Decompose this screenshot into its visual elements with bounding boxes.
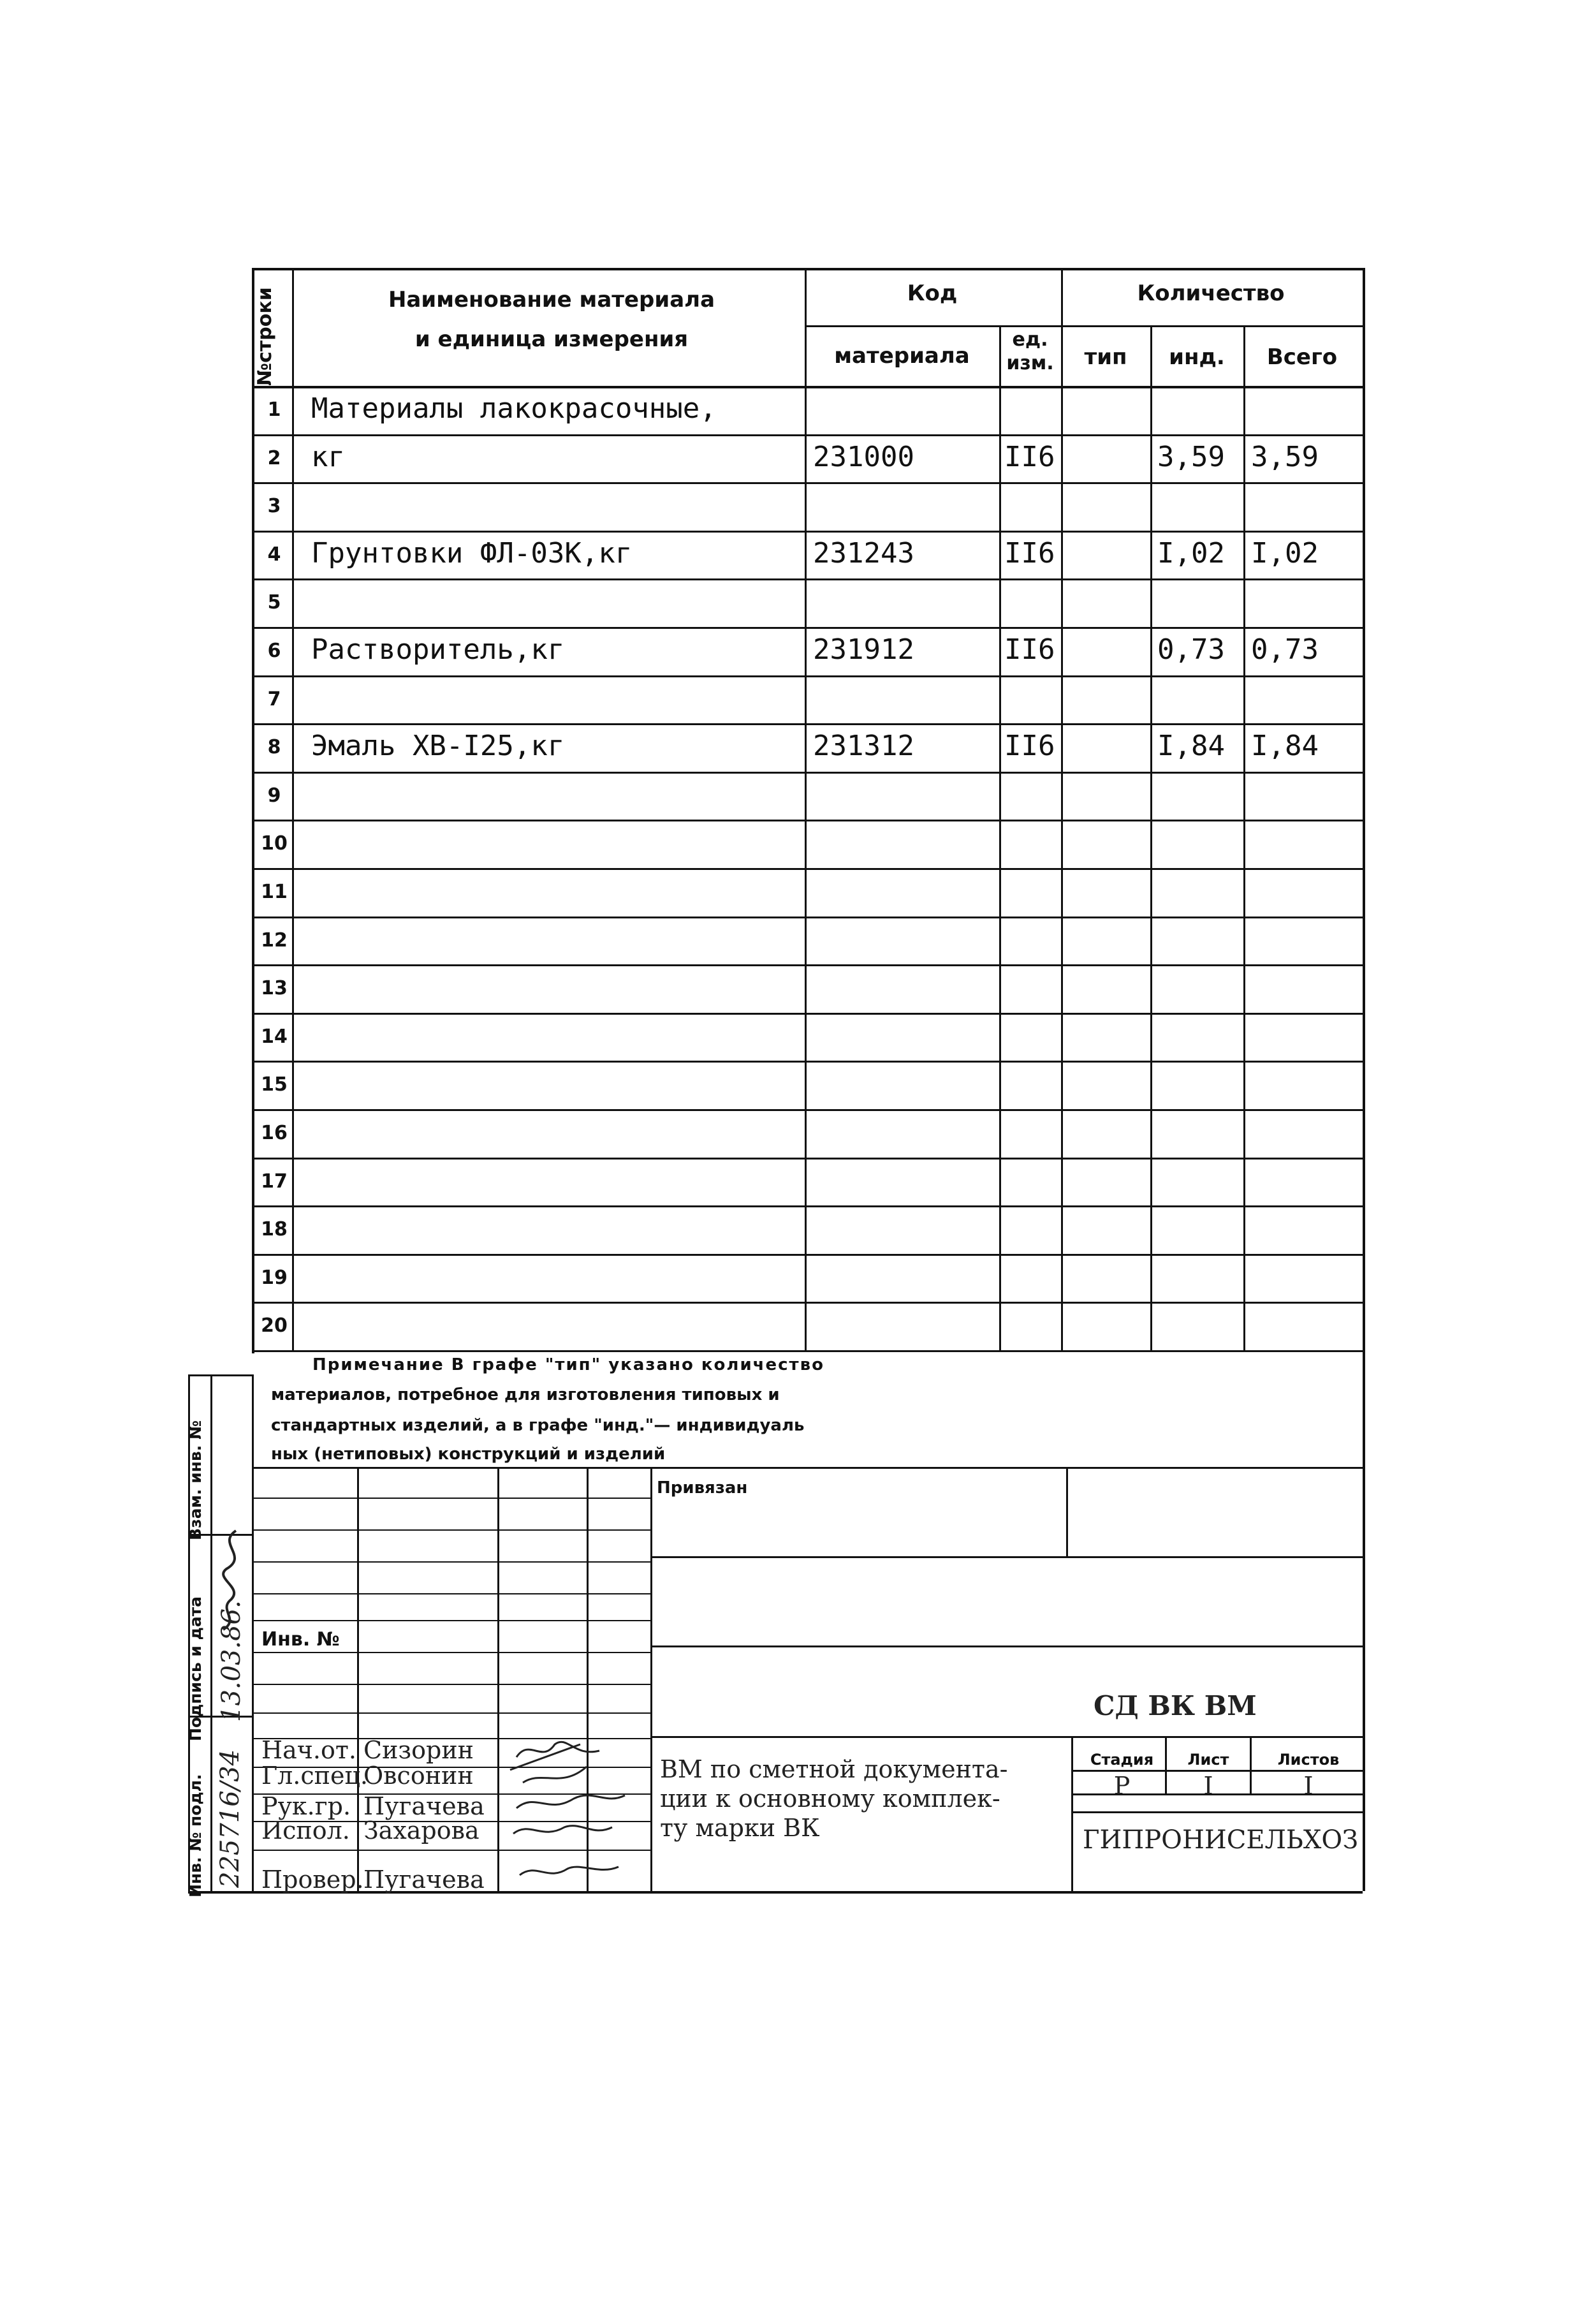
grid-line (1150, 325, 1152, 1350)
sheet-label: Лист (1187, 1751, 1229, 1769)
grid-line (252, 1593, 650, 1594)
grid-line (805, 325, 1363, 327)
unit-code: II6 (1004, 730, 1055, 762)
qty-type-header: тип (1084, 344, 1127, 370)
signer-role-4: Испол. (261, 1816, 350, 1844)
material-code: 231243 (813, 537, 914, 570)
unit-code: II6 (1004, 537, 1055, 570)
grid-line (252, 627, 1363, 629)
side-signature-icon (210, 1524, 255, 1633)
qty-ind-header: инд. (1169, 344, 1225, 370)
stage-label: Стадия (1090, 1751, 1154, 1769)
side-handwritten-date: 13.03.86. (217, 1600, 246, 1722)
qty-ind: 0,73 (1157, 633, 1225, 666)
grid-line (292, 268, 294, 1350)
grid-line (252, 434, 1363, 436)
signer-name-3: Пугачева (363, 1792, 485, 1820)
grid-line (252, 964, 1363, 966)
grid-line (252, 675, 1363, 677)
side-handwritten-number: 225716/34 (216, 1749, 245, 1888)
grid-line (650, 1467, 652, 1891)
grid-line (252, 268, 1363, 270)
qty-ind: 3,59 (1157, 441, 1225, 473)
stage-value: Р (1113, 1772, 1131, 1800)
row-number: 15 (261, 1073, 288, 1096)
side-sign-date: Подпись и дата (186, 1596, 205, 1741)
material-name: Растворитель,кг (311, 633, 565, 666)
grid-line (252, 1652, 650, 1653)
grid-line (252, 820, 1363, 821)
qty-ind: I,02 (1157, 537, 1225, 570)
quantity-header: Количество (1137, 281, 1285, 306)
grid-line (210, 1374, 212, 1891)
row-number: 10 (261, 832, 288, 855)
row-number: 1 (267, 399, 281, 421)
grid-line (1066, 1467, 1068, 1556)
row-number: 17 (261, 1170, 288, 1193)
signer-role-1: Нач.от. (261, 1736, 356, 1764)
grid-line (188, 1374, 252, 1376)
grid-line (252, 917, 1363, 918)
grid-line (252, 1712, 650, 1714)
material-name: Материалы лакокрасочные, (311, 392, 717, 425)
material-code: 231912 (813, 633, 914, 666)
description-line3: ту марки ВК (660, 1814, 820, 1842)
signer-name-4: Захарова (363, 1816, 480, 1844)
row-number: 11 (261, 881, 288, 903)
grid-line (650, 1736, 1363, 1738)
row-number: 12 (261, 929, 288, 952)
sheet-value: I (1203, 1772, 1213, 1800)
grid-line (252, 1374, 254, 1891)
side-inv-original: Инв. № подл. (186, 1774, 205, 1897)
sheets-label: Листов (1277, 1751, 1340, 1769)
signer-name-2: Овсонин (363, 1762, 474, 1790)
grid-line (252, 1529, 650, 1531)
grid-line (1363, 268, 1365, 1891)
row-number: 5 (267, 591, 281, 614)
grid-line (252, 772, 1363, 774)
row-number: 18 (261, 1218, 288, 1240)
privyazan-label: Привязан (657, 1478, 748, 1498)
row-number: 3 (267, 495, 281, 517)
name-header-line2: и единица измерения (414, 327, 689, 352)
code-header: Код (907, 281, 958, 306)
signer-role-3: Рук.гр. (261, 1792, 351, 1820)
note-line3: стандартных изделий, а в графе "инд."— индивидуаль (271, 1416, 805, 1435)
row-number: 7 (267, 688, 281, 710)
grid-line (252, 1498, 650, 1499)
grid-line (252, 1350, 1363, 1352)
material-name: Эмаль ХВ-I25,кг (311, 730, 565, 762)
grid-line (1071, 1736, 1073, 1891)
sheets-value: I (1303, 1772, 1314, 1800)
grid-line (252, 386, 1363, 388)
grid-line (252, 578, 1363, 580)
unit-header-line2: изм. (1006, 352, 1054, 374)
name-header-line1: Наименование материала (388, 287, 715, 313)
grid-line (1071, 1811, 1363, 1813)
material-code: 231312 (813, 730, 914, 762)
grid-line (252, 1205, 1363, 1207)
qty-total-header: Всего (1266, 344, 1338, 370)
grid-line (252, 1620, 650, 1621)
grid-line (1243, 325, 1245, 1350)
grid-line (805, 268, 807, 1350)
material-name: Грунтовки ФЛ-03К,кг (311, 537, 633, 570)
unit-code: II6 (1004, 633, 1055, 666)
row-number: 6 (267, 640, 281, 662)
qty-total: I,02 (1251, 537, 1319, 570)
qty-total: 0,73 (1251, 633, 1319, 666)
grid-line (252, 1561, 650, 1563)
row-number-header: №строки (254, 287, 276, 386)
material-name: кг (311, 441, 345, 473)
description-line1: ВМ по сметной документа- (660, 1755, 1008, 1783)
grid-line (252, 1061, 1363, 1063)
row-number: 4 (267, 543, 281, 566)
code-material-header: материала (834, 343, 970, 369)
grid-line (252, 1302, 1363, 1304)
signer-name-5: Пугачева (363, 1866, 485, 1894)
note-line2: материалов, потребное для изготовления типовых и (271, 1385, 780, 1404)
inv-no-label: Инв. № (261, 1628, 340, 1651)
description-line2: ции к основному комплек- (660, 1785, 1000, 1813)
side-replace-inv: Взам. инв. № (186, 1420, 205, 1540)
grid-line (252, 1109, 1363, 1111)
grid-line (252, 868, 1363, 870)
row-number: 14 (261, 1026, 288, 1048)
qty-total: I,84 (1251, 730, 1319, 762)
note-line4: ных (нетиповых) конструкций и изделий (271, 1445, 666, 1464)
row-number: 9 (267, 784, 281, 807)
row-number: 20 (261, 1314, 288, 1337)
doc-code: СД ВК ВМ (1094, 1690, 1257, 1721)
signature-marks-icon (504, 1732, 650, 1897)
unit-header-line1: ед. (1012, 328, 1048, 351)
grid-line (999, 325, 1001, 1350)
row-number: 13 (261, 977, 288, 999)
unit-code: II6 (1004, 441, 1055, 473)
grid-line (252, 268, 254, 1353)
organization: ГИПРОНИСЕЛЬХОЗ (1083, 1825, 1359, 1855)
grid-line (252, 1158, 1363, 1160)
qty-ind: I,84 (1157, 730, 1225, 762)
grid-line (252, 1684, 650, 1685)
grid-line (252, 1254, 1363, 1256)
grid-line (650, 1556, 1363, 1558)
row-number: 2 (267, 447, 281, 469)
grid-line (252, 531, 1363, 533)
grid-line (252, 482, 1363, 484)
signer-name-1: Сизорин (363, 1736, 474, 1764)
material-code: 231000 (813, 441, 914, 473)
row-number: 16 (261, 1122, 288, 1144)
grid-line (650, 1645, 1363, 1647)
signer-role-2: Гл.спец. (261, 1762, 368, 1790)
row-number: 8 (267, 736, 281, 758)
row-number: 19 (261, 1267, 288, 1289)
signer-role-5: Провер. (261, 1866, 364, 1894)
grid-line (252, 723, 1363, 725)
grid-line (1061, 268, 1063, 1350)
note-line1: Примечание В графе "тип" указано количество (312, 1355, 824, 1374)
qty-total: 3,59 (1251, 441, 1319, 473)
grid-line (252, 1467, 1363, 1469)
grid-line (252, 1013, 1363, 1015)
